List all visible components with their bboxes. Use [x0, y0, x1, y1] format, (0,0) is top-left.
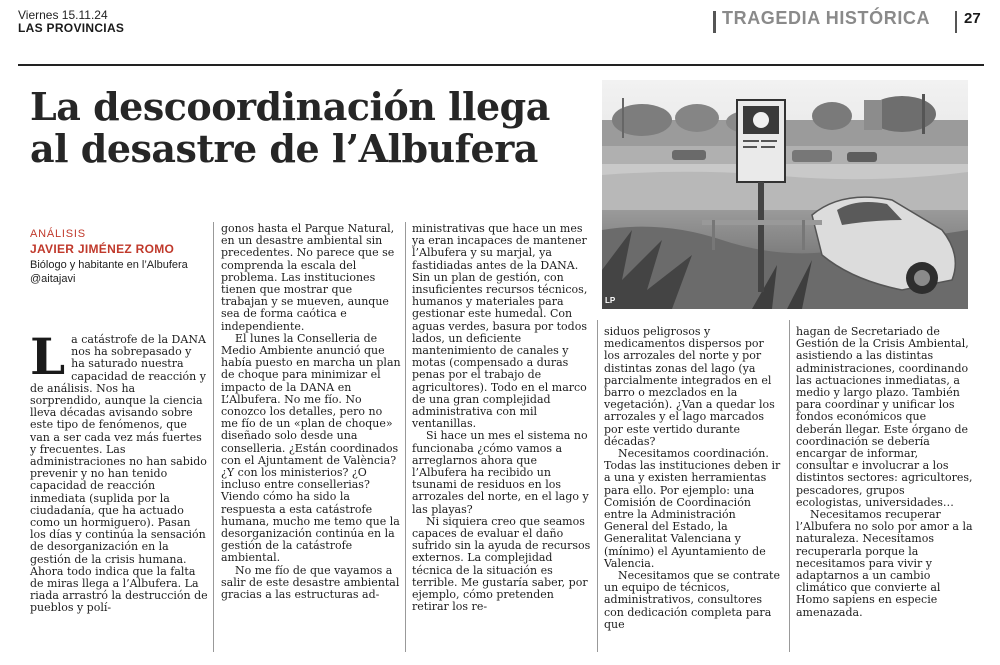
column-rule	[213, 222, 214, 652]
body-column-1	[30, 327, 208, 615]
paragraph: Necesitamos recuperar l’Albufera no solo por amor a la naturaleza. Necesitamos recuperarla porque la necesitamos para vivir y adaptarnos a un cambio climático que convierte al Homo sapiens en especie amenazada.	[796, 508, 973, 619]
newspaper-name: LAS PROVINCIAS	[18, 21, 125, 35]
author-bio	[30, 258, 220, 286]
paragraph: siduos peligrosos y medicamentos dispersos por los arrozales del norte y por distintas zonas del lago (ya parcialmente integrados en el barro o mezclados en la vegetación). ¿Van a quedar los arrozales y el lago marcados por este vertido durante décadas?	[604, 325, 775, 448]
author-description: Biólogo y habitante en l’Albufera	[30, 259, 188, 271]
drop-cap: L	[30, 327, 66, 386]
paragraph: Ni siquiera creo que seamos capaces de evaluar el daño sufrido sin la ayuda de recursos externos. La complejidad técnica de la situación es terrible. Me gustaría saber, por ejemplo, cómo pretenden retirar los re-	[412, 514, 591, 614]
author-handle: @aitajavi	[30, 273, 76, 285]
headline	[30, 86, 590, 170]
body-column-5	[796, 326, 973, 619]
column-rule	[597, 320, 598, 652]
paragraph: Necesitamos que se contrate un equipo de técnicos, administrativos, consultores con dedicación completa para que	[604, 569, 780, 631]
body-column-2	[221, 223, 401, 601]
publication-date: Viernes 15.11.24	[18, 8, 108, 22]
body-column-4	[604, 326, 782, 631]
page-number-divider	[955, 11, 957, 33]
column-rule	[789, 320, 790, 652]
page-number: 27	[964, 10, 981, 27]
article-photo	[602, 80, 968, 309]
article-tag: ANÁLISIS	[30, 228, 86, 240]
headline-line-1: La descoordinación llega	[30, 84, 550, 129]
paragraph: hagan de Secretariado de Gestión de la Crisis Ambiental, asistiendo a las distintas administraciones, coordinando las actuaciones inmediatas, a medio y largo plazo. También para coordinar y unificar los fondos económicos que deberán llegar. Este órgano de coordinación se debería encargar de informar, consultar e involucrar a los distintos sectores: agricultores, pescadores, grupos ecologistas, universidades…	[796, 325, 973, 509]
header-rule	[18, 64, 984, 66]
body-column-3	[412, 223, 593, 614]
paragraph: Si hace un mes el sistema no funcionaba ¿cómo vamos a arreglarnos ahora que l’Albufera ha recibido un tsunami de residuos en los arrozales del norte, en el lago y las playas?	[412, 429, 589, 516]
paragraph: a catástrofe de la DANA nos ha sobrepasado y ha saturado nuestra capacidad de reacción y de análisis. Nos ha sorprendido, aunque la ciencia lleva décadas avisando sobre este tipo de fenómenos, que van a ser cada vez más fuertes y frecuentes. Las administraciones no han sabido prevenir y no han tenido capacidad de reacción inmediata (suplida por la ciudadanía, que ha actuado como un hormiguero). Pasan los días y continúa la sensación de desorganización en la gestión de la crisis humana. Ahora todo indica que la falta de miras llega a l’Albufera. La riada arrastró la destrucción de pueblos y polí-	[30, 333, 208, 615]
paragraph: ministrativas que hace un mes ya eran incapaces de mantener l’Albufera y su marjal, ya fastidiadas antes de la DANA. Sin un plan de gestión, con insuficientes recursos técnicos, humanos y materiales para gestionar este humedal. Con aguas verdes, basura por todos lados, un deficiente mantenimiento de canales y motas (compensado a duras penas por el trabajo de agricultores). Todo en el marco de una gran complejidad administrativa con mil ventanillas.	[412, 222, 588, 431]
section-divider	[713, 11, 716, 33]
column-rule	[405, 222, 406, 652]
flood-scene-image	[602, 80, 968, 309]
paragraph: No me fío de que vayamos a salir de este desastre ambiental gracias a las estructuras ad-	[221, 563, 400, 602]
paragraph: Necesitamos coordinación. Todas las instituciones deben ir a una y existen herramientas para ello. Por ejemplo: una Comisión de Coordinación entre la Administración General del Estado, la Generalitat Valenciana y (mínimo) el Ayuntamiento de Valencia.	[604, 447, 781, 570]
section-title: TRAGEDIA HISTÓRICA	[722, 8, 931, 28]
author-name: JAVIER JIMÉNEZ ROMO	[30, 242, 175, 256]
headline-line-2: al desastre de l’Albufera	[30, 126, 538, 171]
paragraph: El lunes la Conselleria de Medio Ambiente anunció que había puesto en marcha un plan de choque para minimizar el impacto de la DANA en L’Albufera. No me fío. No conozco los detalles, pero no me fío de un «plan de choque» diseñado solo desde una conselleria. ¿Están coordinados con el Ajuntament de València? ¿Y con los ministerios? ¿O incluso entre consellerias? Viendo cómo ha sido la respuesta a esta catástrofe humana, mucho me temo que la desorganización continúa en la gestión de la catástrofe ambiental.	[221, 331, 401, 565]
paragraph: gonos hasta el Parque Natural, en un desastre ambiental sin precedentes. No parece que se comprenda la escala del problema. Las instituciones tienen que mostrar que trabajan y se mueven, aunque sea de forma caótica e independiente.	[221, 222, 395, 333]
photo-credit: LP	[605, 296, 616, 305]
